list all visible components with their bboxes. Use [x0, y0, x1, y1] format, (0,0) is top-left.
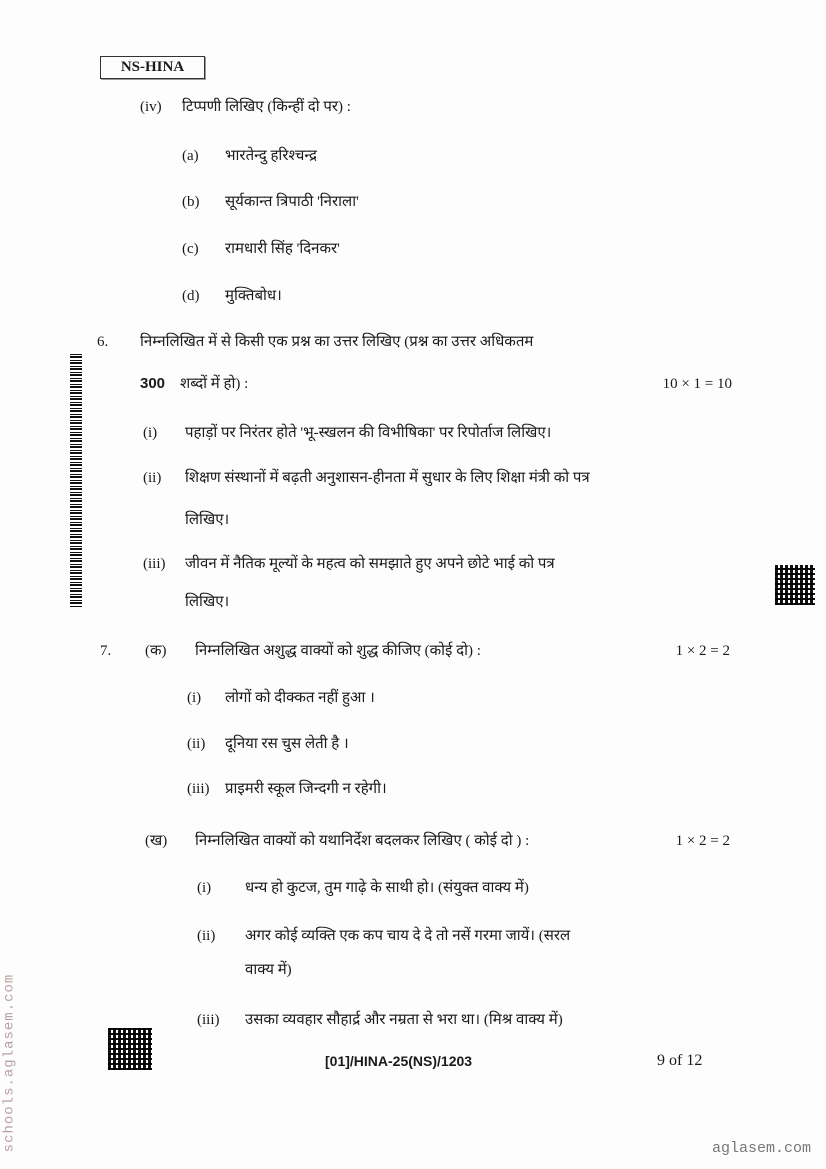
qr-code-right: [775, 565, 815, 605]
option-label: (d): [182, 288, 200, 304]
q6-line1: निम्नलिखित में से किसी एक प्रश्न का उत्तर लिखिए (प्रश्न का उत्तर अधिकतम: [140, 334, 534, 350]
option-label: (c): [182, 241, 199, 257]
q6-number: 6.: [97, 334, 109, 350]
side-watermark: schools.aglasem.com: [1, 973, 18, 1153]
q6-line2: शब्दों में हो) :: [180, 376, 249, 392]
q7-number: 7.: [100, 643, 112, 659]
q7b-text: निम्नलिखित वाक्यों को यथानिर्देश बदलकर लिखिए ( कोई दो ) :: [195, 833, 530, 849]
item-text: शिक्षण संस्थानों में बढ़ती अनुशासन-हीनता में सुधार के लिए शिक्षा मंत्री को पत्र: [185, 470, 590, 486]
item-label: (iii): [197, 1012, 220, 1028]
option-text: सूर्यकान्त त्रिपाठी 'निराला': [225, 194, 359, 210]
item-label: (iii): [143, 556, 166, 572]
item-label: (iii): [187, 781, 210, 797]
q6-word-limit: 300: [140, 375, 166, 392]
q7a-marks: 1 × 2 = 2: [675, 643, 730, 659]
item-label: (ii): [143, 470, 162, 486]
option-label: (b): [182, 194, 200, 210]
corner-watermark: aglasem.com: [712, 1140, 812, 1157]
item-text-cont: लिखिए।: [185, 512, 230, 528]
item-label: (ii): [197, 928, 216, 944]
q7b-label: (ख): [145, 833, 168, 849]
item-text: लोगों को दीक्कत नहीं हुआ ।: [225, 690, 375, 706]
q5-iv-label: (iv): [140, 99, 162, 115]
item-text: दूनिया रस चुस लेती है ।: [225, 736, 349, 752]
footer-code: [01]/HINA-25(NS)/1203: [325, 1053, 473, 1069]
item-label: (ii): [187, 736, 206, 752]
item-text: प्राइमरी स्कूल जिन्दगी न रहेगी।: [225, 781, 387, 797]
item-text: अगर कोई व्यक्ति एक कप चाय दे दे तो नसें गरमा जायें। (सरल: [245, 928, 571, 944]
item-text: जीवन में नैतिक मूल्यों के महत्व को समझाते हुए अपने छोटे भाई को पत्र: [185, 556, 555, 572]
option-text: मुक्तिबोध।: [225, 288, 282, 304]
item-text: धन्य हो कुटज, तुम गाढ़े के साथी हो। (संयुक्त वाक्य में): [245, 880, 529, 896]
item-text-cont: लिखिए।: [185, 594, 230, 610]
item-label: (i): [187, 690, 202, 706]
item-label: (i): [143, 425, 158, 441]
item-text: उसका व्यवहार सौहार्द्र और नम्रता से भरा था। (मिश्र वाक्य में): [245, 1012, 563, 1028]
item-label: (i): [197, 880, 212, 896]
q6-marks: 10 × 1 = 10: [662, 376, 732, 392]
q7a-text: निम्नलिखित अशुद्ध वाक्यों को शुद्ध कीजिए (कोई दो) :: [195, 643, 481, 659]
qr-code-bottom: [108, 1028, 152, 1070]
barcode-image: [70, 352, 82, 607]
q7b-marks: 1 × 2 = 2: [675, 833, 730, 849]
q5-iv-text: टिप्पणी लिखिए (किन्हीं दो पर) :: [182, 99, 351, 115]
paper-code-box: NS-HINA: [100, 56, 205, 79]
option-text: रामधारी सिंह 'दिनकर': [225, 241, 340, 257]
q7a-label: (क): [145, 643, 167, 659]
item-text: पहाड़ों पर निरंतर होते 'भू-स्खलन की विभीषिका' पर रिपोर्ताज लिखिए।: [185, 425, 552, 441]
option-label: (a): [182, 148, 199, 164]
option-text: भारतेन्दु हरिश्चन्द्र: [225, 148, 317, 164]
page-number: 9 of 12: [657, 1052, 703, 1069]
item-text-cont: वाक्य में): [245, 962, 292, 978]
